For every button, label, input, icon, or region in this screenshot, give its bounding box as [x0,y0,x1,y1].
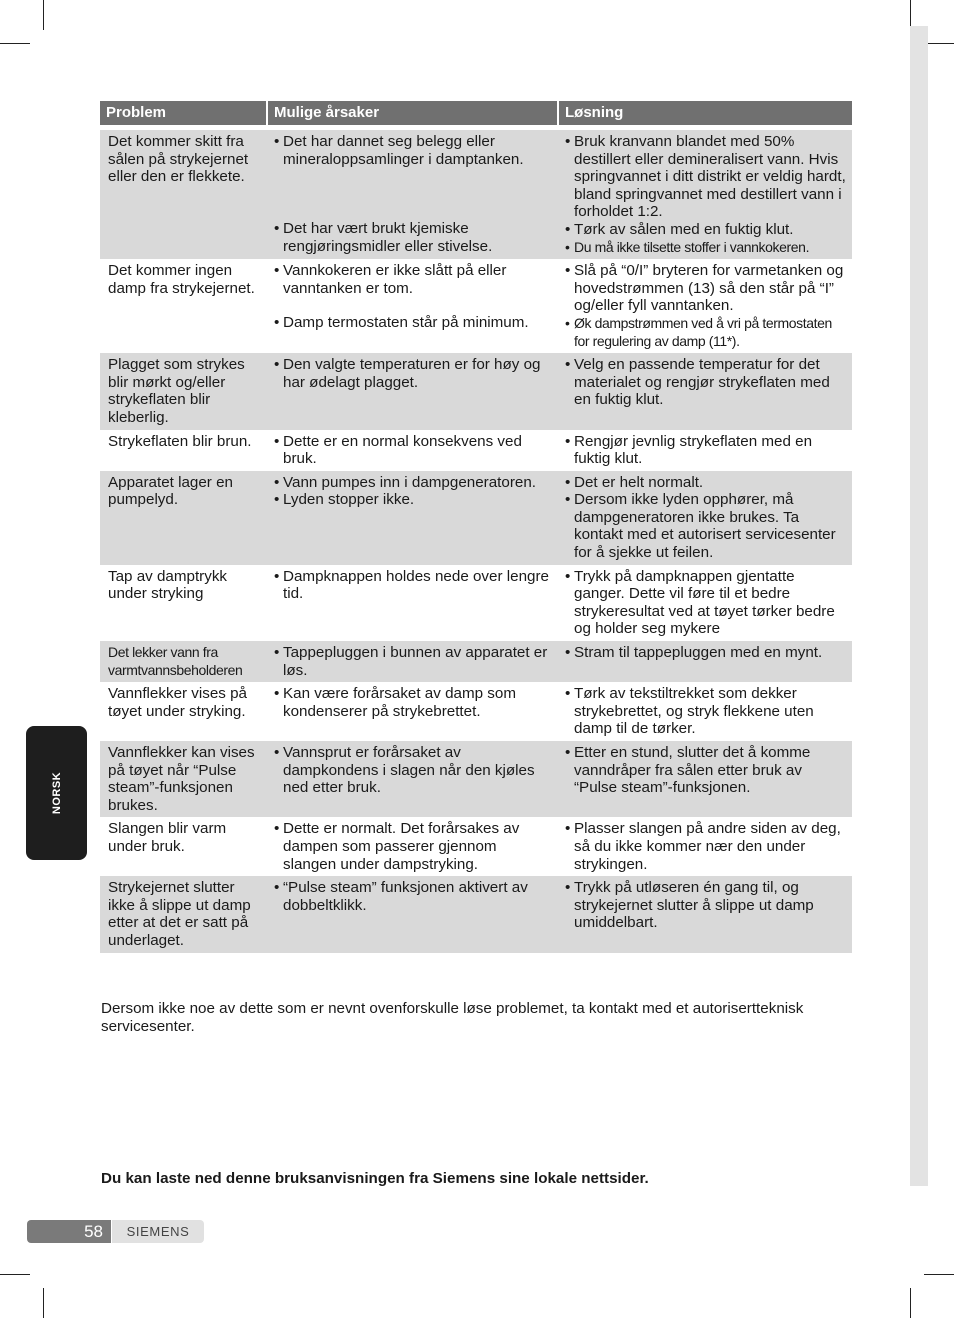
header-problem: Problem [100,101,266,125]
solution-item: • Etter en stund, slutter det å komme vanndråper fra sålen etter bruk av “Pulse steam”-funksjonen. [565,744,848,797]
cause-item: • Damp termostaten står på minimum. [274,314,553,332]
solution-item: • Velg en passende temperatur for det materialet og rengjør strykeflaten med en fuktig klut. [565,356,848,409]
troubleshooting-table [100,101,852,953]
cause-item: • Den valgte temperaturen er for høy og har ødelagt plagget. [274,356,553,391]
cause-item: • Dette er en normal konsekvens ved bruk. [274,433,553,468]
crop-mark [910,1288,911,1318]
causes-cell [266,641,557,682]
table-row [100,353,852,429]
cause-item: • Dette er normalt. Det forårsakes av dampen som passerer gjennom slangen under dampstryking. [274,820,553,873]
language-tab-label: NORSK [50,771,63,815]
table-header-row [100,101,852,125]
problem-cell: Det kommer ingen damp fra strykejernet. [108,262,255,297]
problem-cell: Slangen blir varm under bruk. [108,820,227,855]
cause-item: • Tappepluggen i bunnen av apparatet er løs. [274,644,553,679]
cause-item: • “Pulse steam” funksjonen aktivert av dobbeltklikk. [274,879,553,914]
solution-cell [557,817,852,876]
table-row [100,430,852,471]
causes-cell [266,259,557,353]
problem-cell: Vannflekker kan vises på tøyet når “Pulse steam”-funksjonen brukes. [100,741,266,817]
solution-cell [557,471,852,565]
causes-cell [266,682,557,741]
download-notice: Du kan laste ned denne bruksanvisningen fra Siemens sine lokale nettsider. [101,1170,649,1187]
solution-item: • Trykk på utløseren én gang til, og strykejernet slutter å slippe ut damp umiddelbart. [565,879,848,932]
solution-item: • Trykk på dampknappen gjentatte ganger. Dette vil føre til et bedre strykeresultat ved at tøyet tørker bedre og holder seg mykere [565,568,848,638]
brand-label: SIEMENS [112,1220,204,1243]
table-row [100,471,852,565]
table-row [100,682,852,741]
table-row [100,817,852,876]
table-row [100,130,852,259]
page-number: 58 [27,1220,111,1243]
causes-cell [266,876,557,952]
causes-cell [266,565,557,641]
crop-mark [0,1274,30,1275]
table-row [100,741,852,817]
problem-cell: Vannflekker vises på tøyet under stryking. [108,685,248,720]
solution-item: • Tørk av sålen med en fuktig klut. [565,221,848,239]
problem-cell: Apparatet lager en pumpelyd. [100,471,266,565]
solution-item: • Rengjør jevnlig strykeflaten med en fuktig klut. [565,433,848,468]
crop-mark [924,1274,954,1275]
solution-item: • Stram til tappepluggen med en mynt. [565,644,848,662]
problem-cell: Tap av damptrykk under stryking [108,567,228,603]
solution-item: • Plasser slangen på andre siden av deg, så du ikke kommer nær den under strykingen. [565,820,848,873]
causes-cell [266,471,557,565]
solution-cell [557,741,852,817]
cause-item: • Kan være forårsaket av damp som kondenserer på strykebrettet. [274,685,553,720]
solution-cell [557,130,852,259]
solution-item: • Øk dampstrømmen ved å vri på termostaten for regulering av damp (11*). [565,315,848,350]
cause-item: • Dampknappen holdes nede over lengre tid. [274,568,553,603]
table-row [100,641,852,682]
solution-cell [557,682,852,741]
causes-cell [266,353,557,429]
crop-mark [43,1288,44,1318]
causes-cell [266,430,557,471]
language-tab [26,726,87,860]
cause-item: • Vannkokeren er ikke slått på eller vanntanken er tom. [274,262,553,297]
problem-cell: Strykeflaten blir brun. [108,432,252,450]
causes-cell [266,817,557,876]
page-edge-bar [910,26,928,1186]
crop-mark [0,43,30,44]
solution-cell [557,641,852,682]
solution-cell [557,876,852,952]
cause-item: • Lyden stopper ikke. [274,491,553,509]
problem-cell: Det lekker vann fra varmtvannsbeholderen [100,641,266,682]
problem-cell: Strykejernet slutter ikke å slippe ut damp etter at det er satt på underlaget. [100,876,266,952]
cause-item: • Det har dannet seg belegg eller mineraloppsamlinger i damptanken. [274,133,553,168]
solution-item: • Det er helt normalt. [565,474,848,492]
solution-item: • Bruk kranvann blandet med 50% destillert eller demineralisert vann. Hvis springvannet i ditt distrikt er veldig hardt, bland springvannet med destillert vann i forholdet 1:2. [565,133,848,221]
solution-cell [557,259,852,353]
table-row [100,565,852,641]
header-causes: Mulige årsaker [266,101,557,125]
solution-cell [557,565,852,641]
cause-item: • Det har vært brukt kjemiske rengjøringsmidler eller stivelse. [274,220,553,255]
service-note: Dersom ikke noe av dette som er nevnt ovenforskulle løse problemet, ta kontakt med et autorisertteknisk servicesenter. [101,1000,804,1035]
table-row [100,876,852,952]
causes-cell [266,130,557,259]
solution-cell [557,430,852,471]
solution-item: • Du må ikke tilsette stoffer i vannkokeren. [565,239,848,257]
crop-mark [924,43,954,44]
solution-item: • Tørk av tekstiltrekket som dekker strykebrettet, og stryk flekkene uten damp til de tørker. [565,685,848,738]
solution-item: • Dersom ikke lyden opphører, må dampgeneratoren ikke brukes. Ta kontakt med et autorisert servicesenter for å sjekke ut feilen. [565,491,848,561]
cause-item: • Vann pumpes inn i dampgeneratoren. [274,474,553,492]
problem-cell: Det kommer skitt fra sålen på strykejernet eller den er flekkete. [100,130,266,259]
header-solution: Løsning [557,101,852,125]
cause-item: • Vannsprut er forårsaket av dampkondens i slagen når den kjøles ned etter bruk. [274,744,553,797]
solution-item: • Slå på “0/I” bryteren for varmetanken og hovedstrømmen (13) så den står på “I” og/eller fyll vanntanken. [565,262,848,315]
solution-cell [557,353,852,429]
causes-cell [266,741,557,817]
table-row [100,259,852,353]
problem-cell: Plagget som strykes blir mørkt og/eller strykeflaten blir kleberlig. [100,353,266,429]
crop-mark [43,0,44,30]
